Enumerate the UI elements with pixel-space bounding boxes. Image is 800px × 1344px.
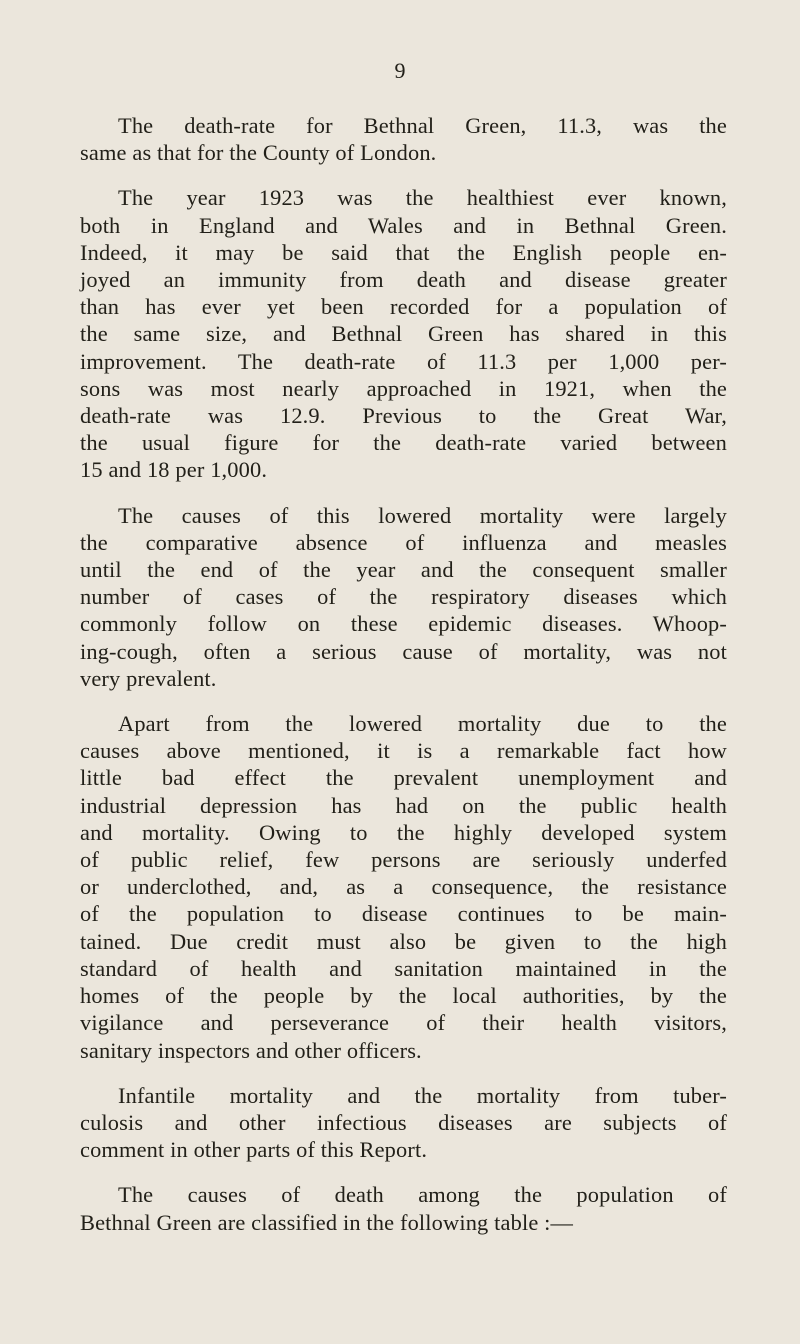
paragraph-lowered-mortality (80, 502, 727, 692)
text-line: vigilance and perseverance of their health visitors, (80, 1010, 727, 1036)
text-line: number of cases of the respiratory diseases which (80, 584, 727, 610)
text-line: The death-rate for Bethnal Green, 11.3, was the (118, 113, 727, 138)
text-line: Infantile mortality and the mortality from tuber- (118, 1082, 727, 1108)
paragraph-death-rate (80, 112, 727, 166)
text-line: standard of health and sanitation maintained in the (80, 955, 727, 981)
text-line: the same size, and Bethnal Green has shared in this (80, 321, 727, 347)
text-line: the comparative absence of influenza and measles (80, 529, 727, 555)
text-line: sanitary inspectors and other officers. (80, 1037, 422, 1063)
text-line: same as that for the County of London. (80, 140, 437, 166)
text-line: comment in other parts of this Report. (80, 1137, 428, 1163)
text-line: until the end of the year and the consequent smaller (80, 557, 727, 583)
text-line: than has ever yet been recorded for a population of (80, 294, 727, 320)
paragraph-causes-of-death (80, 1181, 727, 1235)
text-line: improvement. The death-rate of 11.3 per 1,000 per- (80, 348, 727, 374)
text-line: joyed an immunity from death and disease greater (80, 267, 727, 293)
text-line: both in England and Wales and in Bethnal Green. (80, 212, 727, 238)
text-line: culosis and other infectious diseases are subjects of (80, 1109, 727, 1135)
body-text (80, 112, 727, 1254)
text-line: and mortality. Owing to the highly developed system (80, 819, 727, 845)
text-line: very prevalent. (80, 665, 217, 691)
text-line: causes above mentioned, it is a remarkable fact how (80, 738, 727, 764)
text-line: death-rate was 12.9. Previous to the Great War, (80, 403, 727, 429)
text-line: The causes of this lowered mortality were largely (118, 502, 727, 528)
text-line: the usual figure for the death-rate varied between (80, 430, 727, 456)
text-line: of public relief, few persons are seriously underfed (80, 847, 727, 873)
text-line: or underclothed, and, as a consequence, the resistance (80, 874, 727, 900)
text-line: tained. Due credit must also be given to the high (80, 928, 727, 954)
text-line: Apart from the lowered mortality due to the (118, 711, 727, 737)
text-line: 15 and 18 per 1,000. (80, 457, 268, 483)
paragraph-unemployment (80, 710, 727, 1064)
text-line: The year 1923 was the healthiest ever known, (118, 185, 727, 211)
paragraph-healthiest-year (80, 184, 727, 483)
paragraph-infantile-mortality (80, 1082, 727, 1164)
text-line: sons was most nearly approached in 1921, when the (80, 375, 727, 401)
text-line: commonly follow on these epidemic diseases. Whoop- (80, 611, 727, 637)
text-line: homes of the people by the local authorities, by the (80, 983, 727, 1009)
text-line: ing-cough, often a serious cause of mortality, was not (80, 638, 727, 664)
text-line: Bethnal Green are classified in the following table :— (80, 1209, 574, 1235)
text-line: little bad effect the prevalent unemployment and (80, 765, 727, 791)
text-line: The causes of death among the population of (118, 1182, 727, 1208)
text-line: Indeed, it may be said that the English people en- (80, 239, 727, 265)
text-line: industrial depression has had on the public health (80, 792, 727, 818)
text-line: of the population to disease continues to be main- (80, 901, 727, 927)
page-number: 9 (394, 58, 406, 83)
